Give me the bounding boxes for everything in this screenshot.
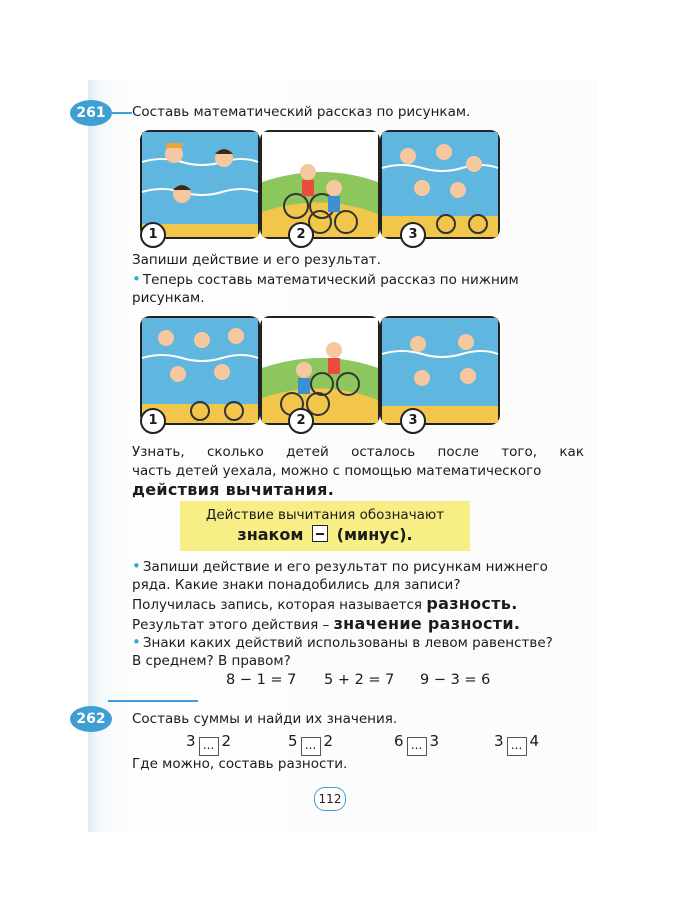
cyclists-illustration bbox=[262, 132, 378, 237]
rule-highlight-box bbox=[180, 501, 470, 551]
task-262-title: Составь суммы и найди их значения. bbox=[132, 711, 398, 727]
top-panel-number-1: 1 bbox=[140, 222, 166, 248]
got-text: Получилась запись, которая называется bbox=[132, 597, 423, 613]
got-line bbox=[132, 595, 518, 614]
explain-line-2: часть детей уехала, можно с помощью математического bbox=[132, 463, 542, 479]
signs-line-1: • Знаки каких действий использованы в левом равенстве? bbox=[132, 633, 553, 651]
bottom-panel-3 bbox=[380, 316, 500, 425]
swimmers-many-illustration bbox=[142, 318, 258, 423]
minus-sign-box bbox=[312, 525, 328, 542]
signs-line-1-text: Знаки каких действий использованы в левом равенстве? bbox=[142, 635, 553, 651]
bottom-panel-number-3: 3 bbox=[400, 408, 426, 434]
top-panel-3 bbox=[380, 130, 500, 239]
bottom-panel-number-1: 1 bbox=[140, 408, 166, 434]
result-bold-word: значение разности. bbox=[333, 614, 521, 633]
task-261-badge: 261 bbox=[70, 100, 112, 126]
sum-1-b: 2 bbox=[221, 732, 232, 750]
story-instruction-line2: рисункам. bbox=[132, 290, 205, 306]
task-261-line bbox=[112, 112, 132, 114]
sum-4-box[interactable]: ... bbox=[507, 737, 527, 756]
sum-4 bbox=[494, 732, 539, 756]
top-panel-number-3: 3 bbox=[400, 222, 426, 248]
result-line bbox=[132, 615, 520, 634]
bottom-panel-number-2: 2 bbox=[288, 408, 314, 434]
equation-left: 8 − 1 = 7 bbox=[226, 672, 297, 688]
story-instruction-line1: • Теперь составь математический рассказ по нижним bbox=[132, 270, 519, 288]
rule-line-2 bbox=[180, 525, 470, 544]
task-261-title: Составь математический рассказ по рисункам. bbox=[132, 104, 471, 120]
textbook-page bbox=[76, 80, 598, 832]
rule-line-1: Действие вычитания обозначают bbox=[205, 507, 445, 523]
swimmers-and-bikes-illustration bbox=[382, 132, 498, 237]
sum-2-b: 2 bbox=[323, 732, 334, 750]
bottom-panel-2 bbox=[260, 316, 380, 425]
rule-sign-word: знаком bbox=[237, 525, 304, 544]
cyclists-leaving-illustration bbox=[262, 318, 378, 423]
sum-4-a: 3 bbox=[494, 732, 504, 750]
equation-right: 9 − 3 = 6 bbox=[420, 672, 491, 688]
signs-line-2: В среднем? В правом? bbox=[132, 653, 291, 669]
task-262-badge: 262 bbox=[70, 706, 112, 732]
task-262-separator bbox=[108, 700, 198, 702]
write-line-1-text: Запиши действие и его результат по рисункам нижнего bbox=[142, 559, 548, 575]
sum-1-box[interactable]: ... bbox=[199, 737, 219, 756]
got-bold-word: разность. bbox=[426, 594, 518, 613]
record-instruction: Запиши действие и его результат. bbox=[132, 252, 381, 268]
equation-middle: 5 + 2 = 7 bbox=[324, 672, 395, 688]
swimmers-few-illustration bbox=[382, 318, 498, 423]
sum-3-b: 3 bbox=[429, 732, 440, 750]
top-panel-2 bbox=[260, 130, 380, 239]
write-line-1: • Запиши действие и его результат по рисункам нижнего bbox=[132, 557, 548, 575]
sum-4-b: 4 bbox=[529, 732, 540, 750]
explain-line-3: действия вычитания. bbox=[132, 480, 335, 499]
sum-2 bbox=[288, 732, 333, 756]
sum-2-a: 5 bbox=[288, 732, 298, 750]
sum-1 bbox=[186, 732, 231, 756]
page-number: 112 bbox=[314, 787, 346, 811]
write-line-2: ряда. Какие знаки понадобились для записи? bbox=[132, 577, 461, 593]
top-panel-number-2: 2 bbox=[288, 222, 314, 248]
sum-3-box[interactable]: ... bbox=[407, 737, 427, 756]
result-text: Результат этого действия – bbox=[132, 617, 330, 633]
sum-1-a: 3 bbox=[186, 732, 196, 750]
task-262-footer: Где можно, составь разности. bbox=[132, 756, 348, 772]
rule-minus-word: (минус). bbox=[336, 525, 413, 544]
swimmers-illustration bbox=[142, 132, 258, 237]
sum-2-box[interactable]: ... bbox=[301, 737, 321, 756]
sum-3-a: 6 bbox=[394, 732, 404, 750]
explain-line-1: Узнать, сколько детей осталось после того, как bbox=[132, 444, 584, 460]
story-instruction-text: Теперь составь математический рассказ по нижним bbox=[142, 272, 519, 288]
sum-3 bbox=[394, 732, 439, 756]
